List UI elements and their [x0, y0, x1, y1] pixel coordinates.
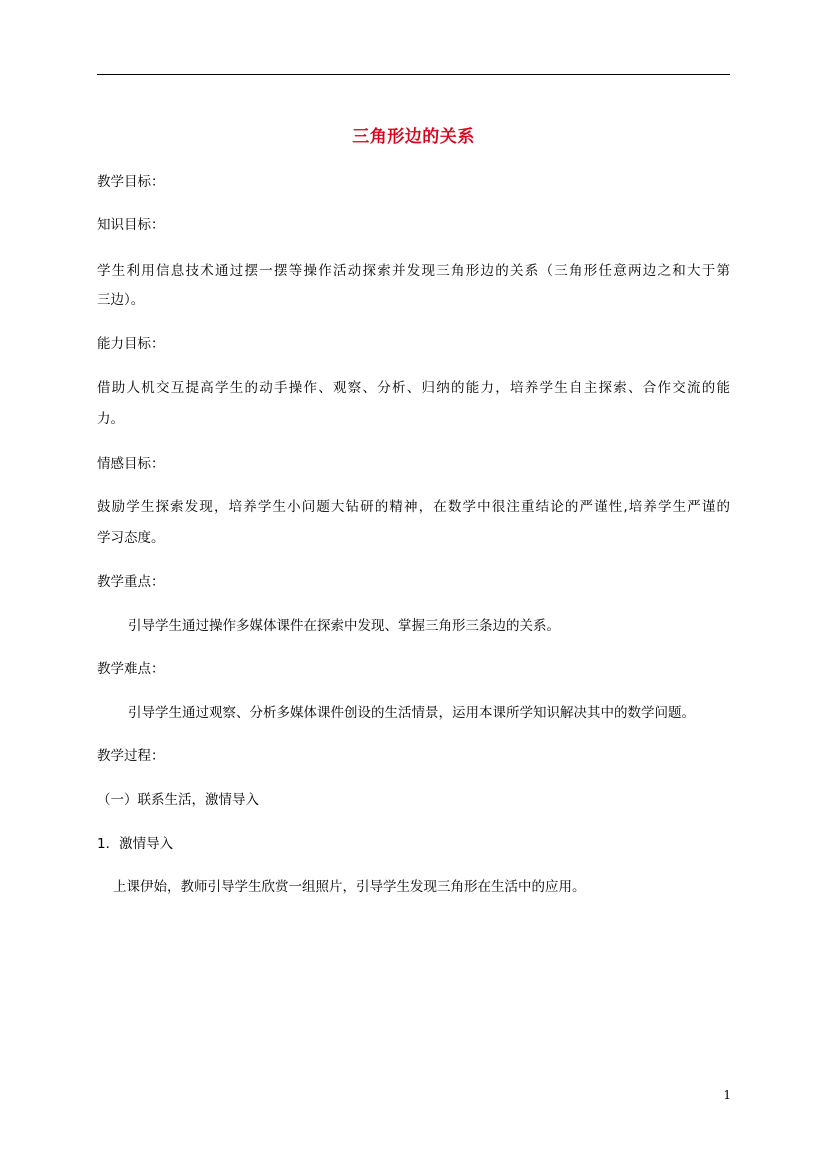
difficulties-heading: 教学难点： — [97, 661, 165, 677]
key-points-text: 引导学生通过操作多媒体课件在探索中发现、掌握三角形三条边的关系。 — [128, 618, 560, 634]
emotion-goals-text-line-1: 鼓励学生探索发现，培养学生小问题大钻研的精神，在数学中很注重结论的严谨性,培养学生严谨的 — [97, 499, 730, 515]
ability-goals-heading: 能力目标： — [97, 336, 165, 352]
difficulties-text: 引导学生通过观察、分析多媒体课件创设的生活情景，运用本课所学知识解决其中的数学问题。 — [128, 705, 695, 721]
goals-heading: 教学目标： — [97, 174, 165, 190]
ability-goals-text-line-2: 力。 — [97, 411, 124, 427]
knowledge-goals-text-line-2: 三边）。 — [97, 292, 145, 308]
process-heading: 教学过程： — [97, 748, 165, 764]
emotion-goals-text-line-2: 学习态度。 — [97, 530, 165, 546]
emotion-goals-heading: 情感目标： — [97, 456, 165, 472]
header-rule — [97, 74, 730, 75]
page-number: 1 — [723, 1088, 731, 1102]
item-one-heading: 1．激情导入 — [97, 836, 174, 852]
document-title: 三角形边的关系 — [352, 127, 475, 147]
section-one-heading: （一）联系生活，激情导入 — [97, 792, 259, 808]
knowledge-goals-heading: 知识目标： — [97, 217, 165, 233]
ability-goals-text-line-1: 借助人机交互提高学生的动手操作、观察、分析、归纳的能力，培养学生自主探索、合作交流的能 — [97, 380, 730, 396]
knowledge-goals-text-line-1: 学生利用信息技术通过摆一摆等操作活动探索并发现三角形边的关系（三角形任意两边之和大于第 — [97, 263, 730, 279]
item-one-text: 上课伊始，教师引导学生欣赏一组照片，引导学生发现三角形在生活中的应用。 — [113, 879, 586, 895]
key-points-heading: 教学重点： — [97, 574, 165, 590]
